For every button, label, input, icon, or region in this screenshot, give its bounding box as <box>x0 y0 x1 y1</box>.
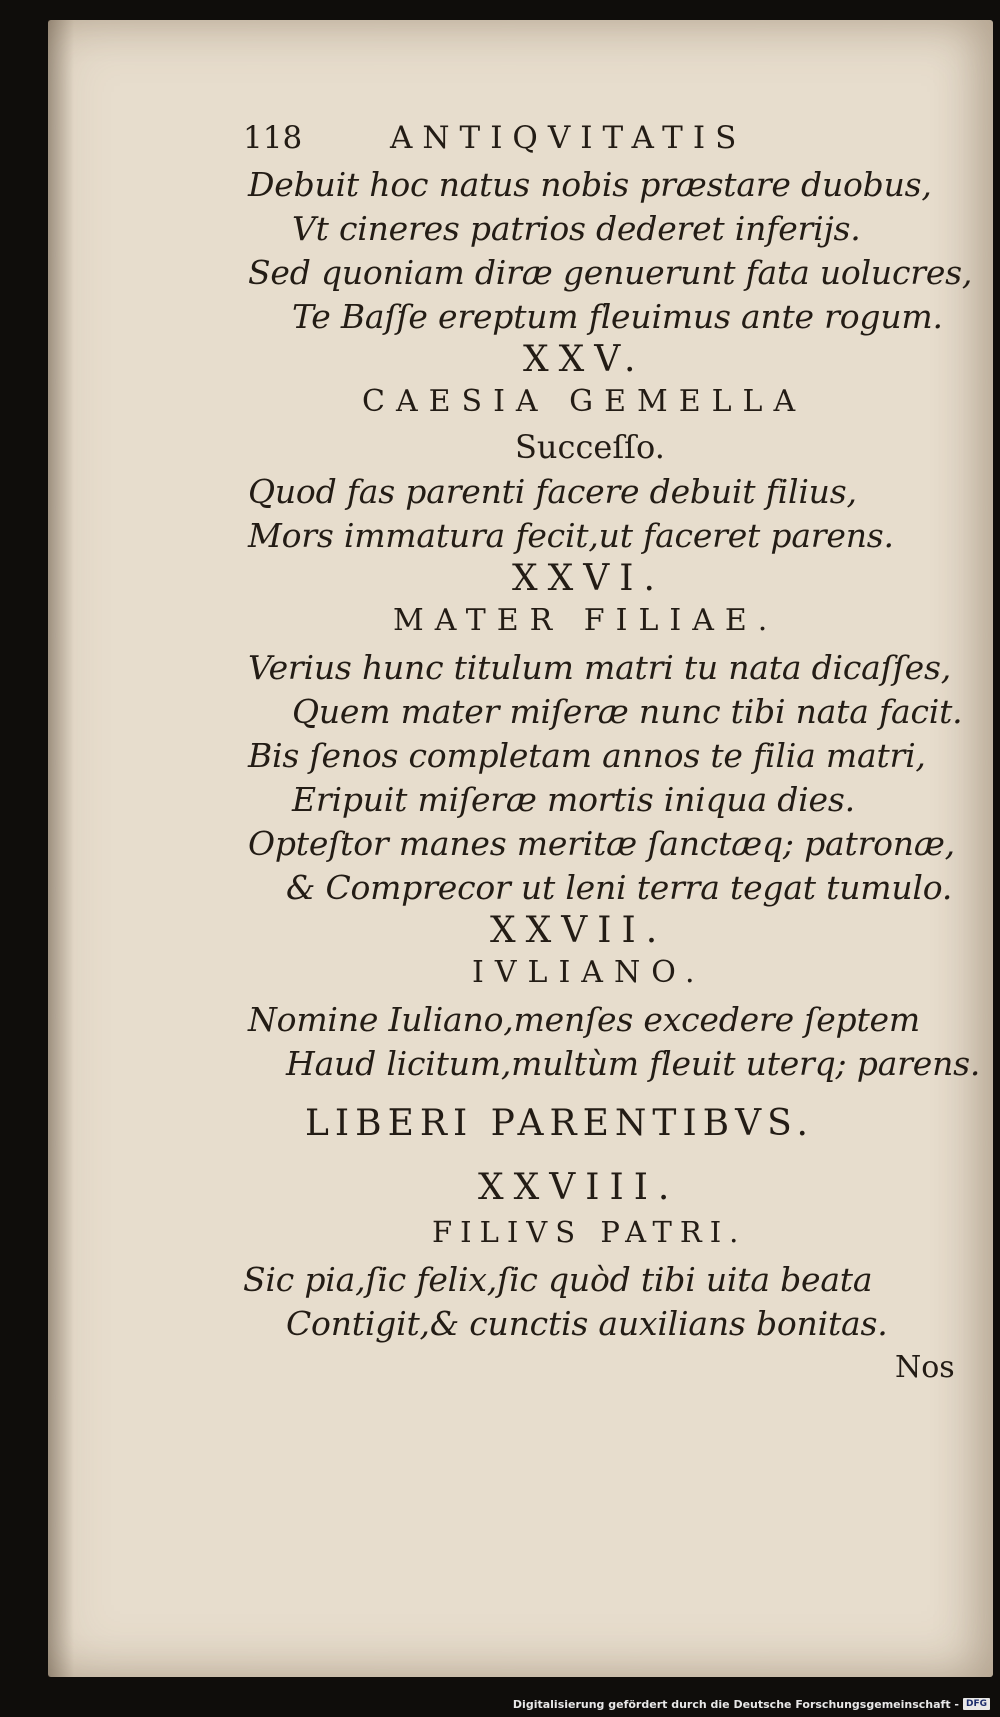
catchword: Nos <box>895 1350 955 1385</box>
verse-line: Mors immatura fecit,ut faceret parens. <box>248 516 894 555</box>
verse-line: Nomine Iuliano,menſes excedere ſeptem <box>248 1000 920 1039</box>
verse-line: Debuit hoc natus nobis præstare duobus, <box>248 165 932 204</box>
verse-line: Opteſtor manes meritæ ſanctæq; patronæ, <box>248 824 955 863</box>
digitization-credit <box>513 1695 990 1713</box>
epitaph-number: XXVI. <box>512 558 665 599</box>
verse-line: Sed quoniam diræ genuerunt fata uolucres, <box>248 253 973 292</box>
running-title: ANTIQVITATIS <box>390 120 747 156</box>
epitaph-heading: FILIVS PATRI. <box>432 1215 747 1249</box>
verse-line: Haud licitum,multùm fleuit uterq; parens. <box>286 1044 981 1083</box>
dfg-logo: DFG <box>963 1698 990 1710</box>
verse-line: Vt cineres patrios dederet inferijs. <box>292 209 861 248</box>
epitaph-heading: CAESIA GEMELLA <box>362 384 807 419</box>
verse-line: Contigit,& cunctis auxilians bonitas. <box>286 1304 888 1343</box>
epitaph-number: XXV. <box>523 339 646 380</box>
verse-line: Quod fas parenti facere debuit filius, <box>248 472 857 511</box>
page-number: 118 <box>243 120 303 156</box>
verse-line: & Comprecor ut leni terra tegat tumulo. <box>286 868 953 907</box>
credit-text: Digitalisierung gefördert durch die Deutsche Forschungsgemeinschaft - <box>512 1697 959 1711</box>
epitaph-heading: MATER FILIAE. <box>393 603 779 638</box>
verse-line: Verius hunc titulum matri tu nata dicaſſes, <box>248 648 952 687</box>
section-heading: LIBERI PARENTIBVS. <box>305 1103 814 1144</box>
epitaph-number: XXVIII. <box>478 1167 680 1208</box>
page-gutter-shadow <box>48 20 74 1677</box>
epitaph-heading: IVLIANO. <box>472 955 706 990</box>
verse-line: Bis ſenos completam annos te filia matri, <box>248 736 926 775</box>
verse-line: Te Baſſe ereptum fleuimus ante rogum. <box>292 297 943 336</box>
epitaph-number: XXVII. <box>490 910 668 951</box>
verse-line: Sic pia,ſic felix,ſic quòd tibi uita beata <box>243 1260 873 1299</box>
verse-line: Quem mater miſeræ nunc tibi nata facit. <box>292 692 963 731</box>
epitaph-subheading: Succeſſo. <box>515 428 665 466</box>
verse-line: Eripuit miſeræ mortis iniqua dies. <box>292 780 855 819</box>
